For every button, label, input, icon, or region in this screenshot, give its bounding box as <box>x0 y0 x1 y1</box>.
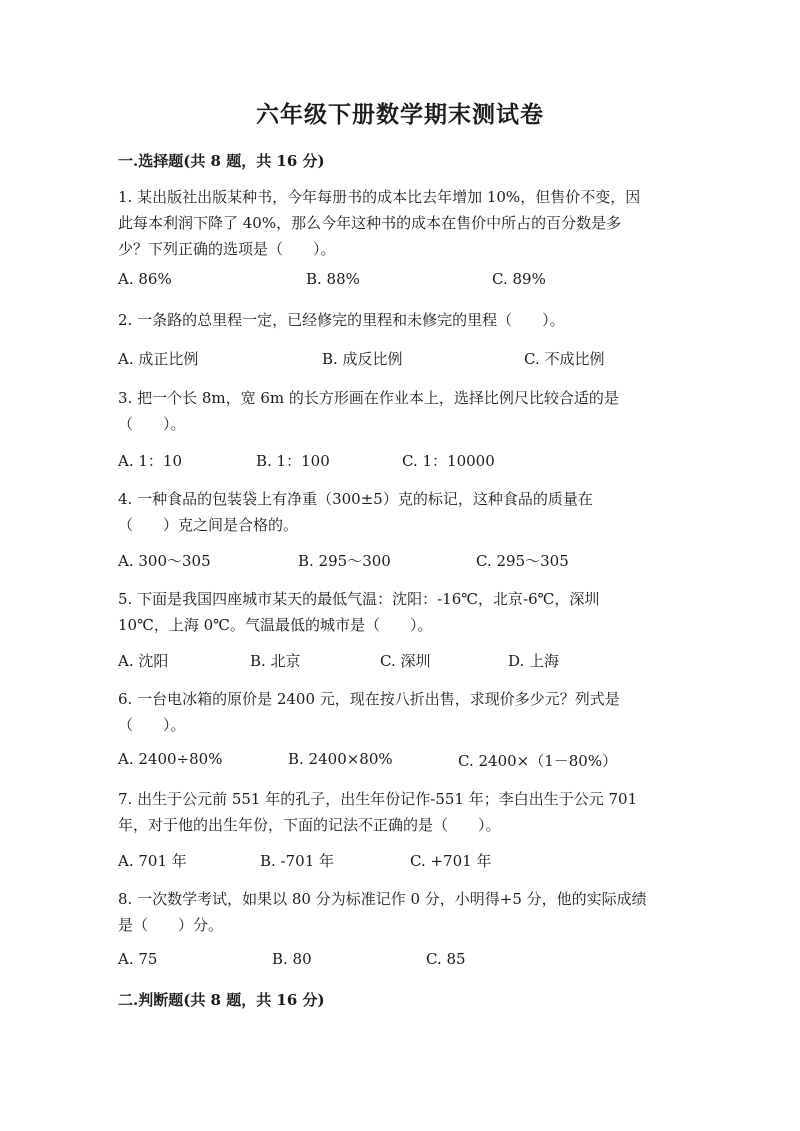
option-a: A. 沈阳 <box>118 652 169 670</box>
question-text-line: （ ）。 <box>118 415 186 433</box>
options-row-6 <box>118 750 698 772</box>
question-4 <box>118 486 678 538</box>
question-6 <box>118 686 678 738</box>
option-c: C. 85 <box>426 950 466 968</box>
page-title: 六年级下册数学期末测试卷 <box>256 101 544 128</box>
options-row-8 <box>118 950 698 972</box>
option-c: C. 不成比例 <box>524 350 605 368</box>
question-5 <box>118 586 678 638</box>
question-8 <box>118 886 678 938</box>
option-b: B. 88% <box>306 270 360 288</box>
option-b: B. -701 年 <box>260 852 335 870</box>
question-text-line: 7. 出生于公元前 551 年的孔子，出生年份记作-551 年；李白出生于公元 701 <box>118 790 638 808</box>
option-a: A. 1：10 <box>118 452 182 470</box>
options-row-4 <box>118 550 698 572</box>
options-row-3 <box>118 450 698 472</box>
option-b: B. 295～300 <box>298 552 391 570</box>
question-text-line: 少？下列正确的选项是（ ）。 <box>118 240 336 258</box>
section-heading-choice: 一.选择题(共 8 题，共 16 分) <box>118 152 325 170</box>
option-b: B. 成反比例 <box>322 350 403 368</box>
question-text-line: 是（ ）分。 <box>118 916 224 934</box>
question-text-line: 8. 一次数学考试，如果以 80 分为标准记作 0 分，小明得+5 分，他的实际成绩 <box>118 890 647 908</box>
question-1 <box>118 184 678 262</box>
option-a: A. 75 <box>118 950 158 968</box>
question-text-line: 3. 把一个长 8m，宽 6m 的长方形画在作业本上，选择比例尺比较合适的是 <box>118 389 619 407</box>
question-text-line: 2. 一条路的总里程一定，已经修完的里程和未修完的里程（ ）。 <box>118 311 565 329</box>
question-7 <box>118 786 678 838</box>
question-text-line: 1. 某出版社出版某种书，今年每册书的成本比去年增加 10%，但售价不变，因 <box>118 188 641 206</box>
section-heading-judgment: 二.判断题(共 8 题，共 16 分) <box>118 991 325 1009</box>
options-row-7 <box>118 850 698 872</box>
options-row-2 <box>118 348 698 370</box>
option-a: A. 2400÷80% <box>118 750 223 768</box>
option-c: C. 89% <box>492 270 546 288</box>
options-row-5 <box>118 650 698 672</box>
option-b: B. 北京 <box>250 652 301 670</box>
options-row-1 <box>118 270 698 292</box>
option-c: C. 深圳 <box>380 652 431 670</box>
option-c: C. +701 年 <box>410 852 492 870</box>
option-a: A. 701 年 <box>118 852 187 870</box>
question-text-line: 此每本利润下降了 40%，那么今年这种书的成本在售价中所占的百分数是多 <box>118 214 622 232</box>
question-2 <box>118 307 678 333</box>
option-a: A. 86% <box>118 270 172 288</box>
question-text-line: 4. 一种食品的包装袋上有净重（300±5）克的标记，这种食品的质量在 <box>118 490 593 508</box>
option-b: B. 80 <box>272 950 312 968</box>
question-text-line: 年，对于他的出生年份，下面的记法不正确的是（ ）。 <box>118 816 501 834</box>
question-text-line: （ ）。 <box>118 716 186 734</box>
option-c: C. 295～305 <box>476 552 569 570</box>
question-text-line: 10℃，上海 0℃。气温最低的城市是（ ）。 <box>118 616 433 634</box>
question-3 <box>118 385 678 437</box>
option-b: B. 1：100 <box>256 452 330 470</box>
option-b: B. 2400×80% <box>288 750 393 768</box>
option-c: C. 1：10000 <box>402 452 495 470</box>
question-text-line: 6. 一台电冰箱的原价是 2400 元，现在按八折出售，求现价多少元？列式是 <box>118 690 620 708</box>
option-a: A. 成正比例 <box>118 350 199 368</box>
option-d: D. 上海 <box>508 652 560 670</box>
option-c: C. 2400×（1－80%） <box>458 752 618 770</box>
question-text-line: 5. 下面是我国四座城市某天的最低气温：沈阳：-16℃，北京-6℃，深圳 <box>118 590 600 608</box>
option-a: A. 300～305 <box>118 552 211 570</box>
question-text-line: （ ）克之间是合格的。 <box>118 516 299 534</box>
